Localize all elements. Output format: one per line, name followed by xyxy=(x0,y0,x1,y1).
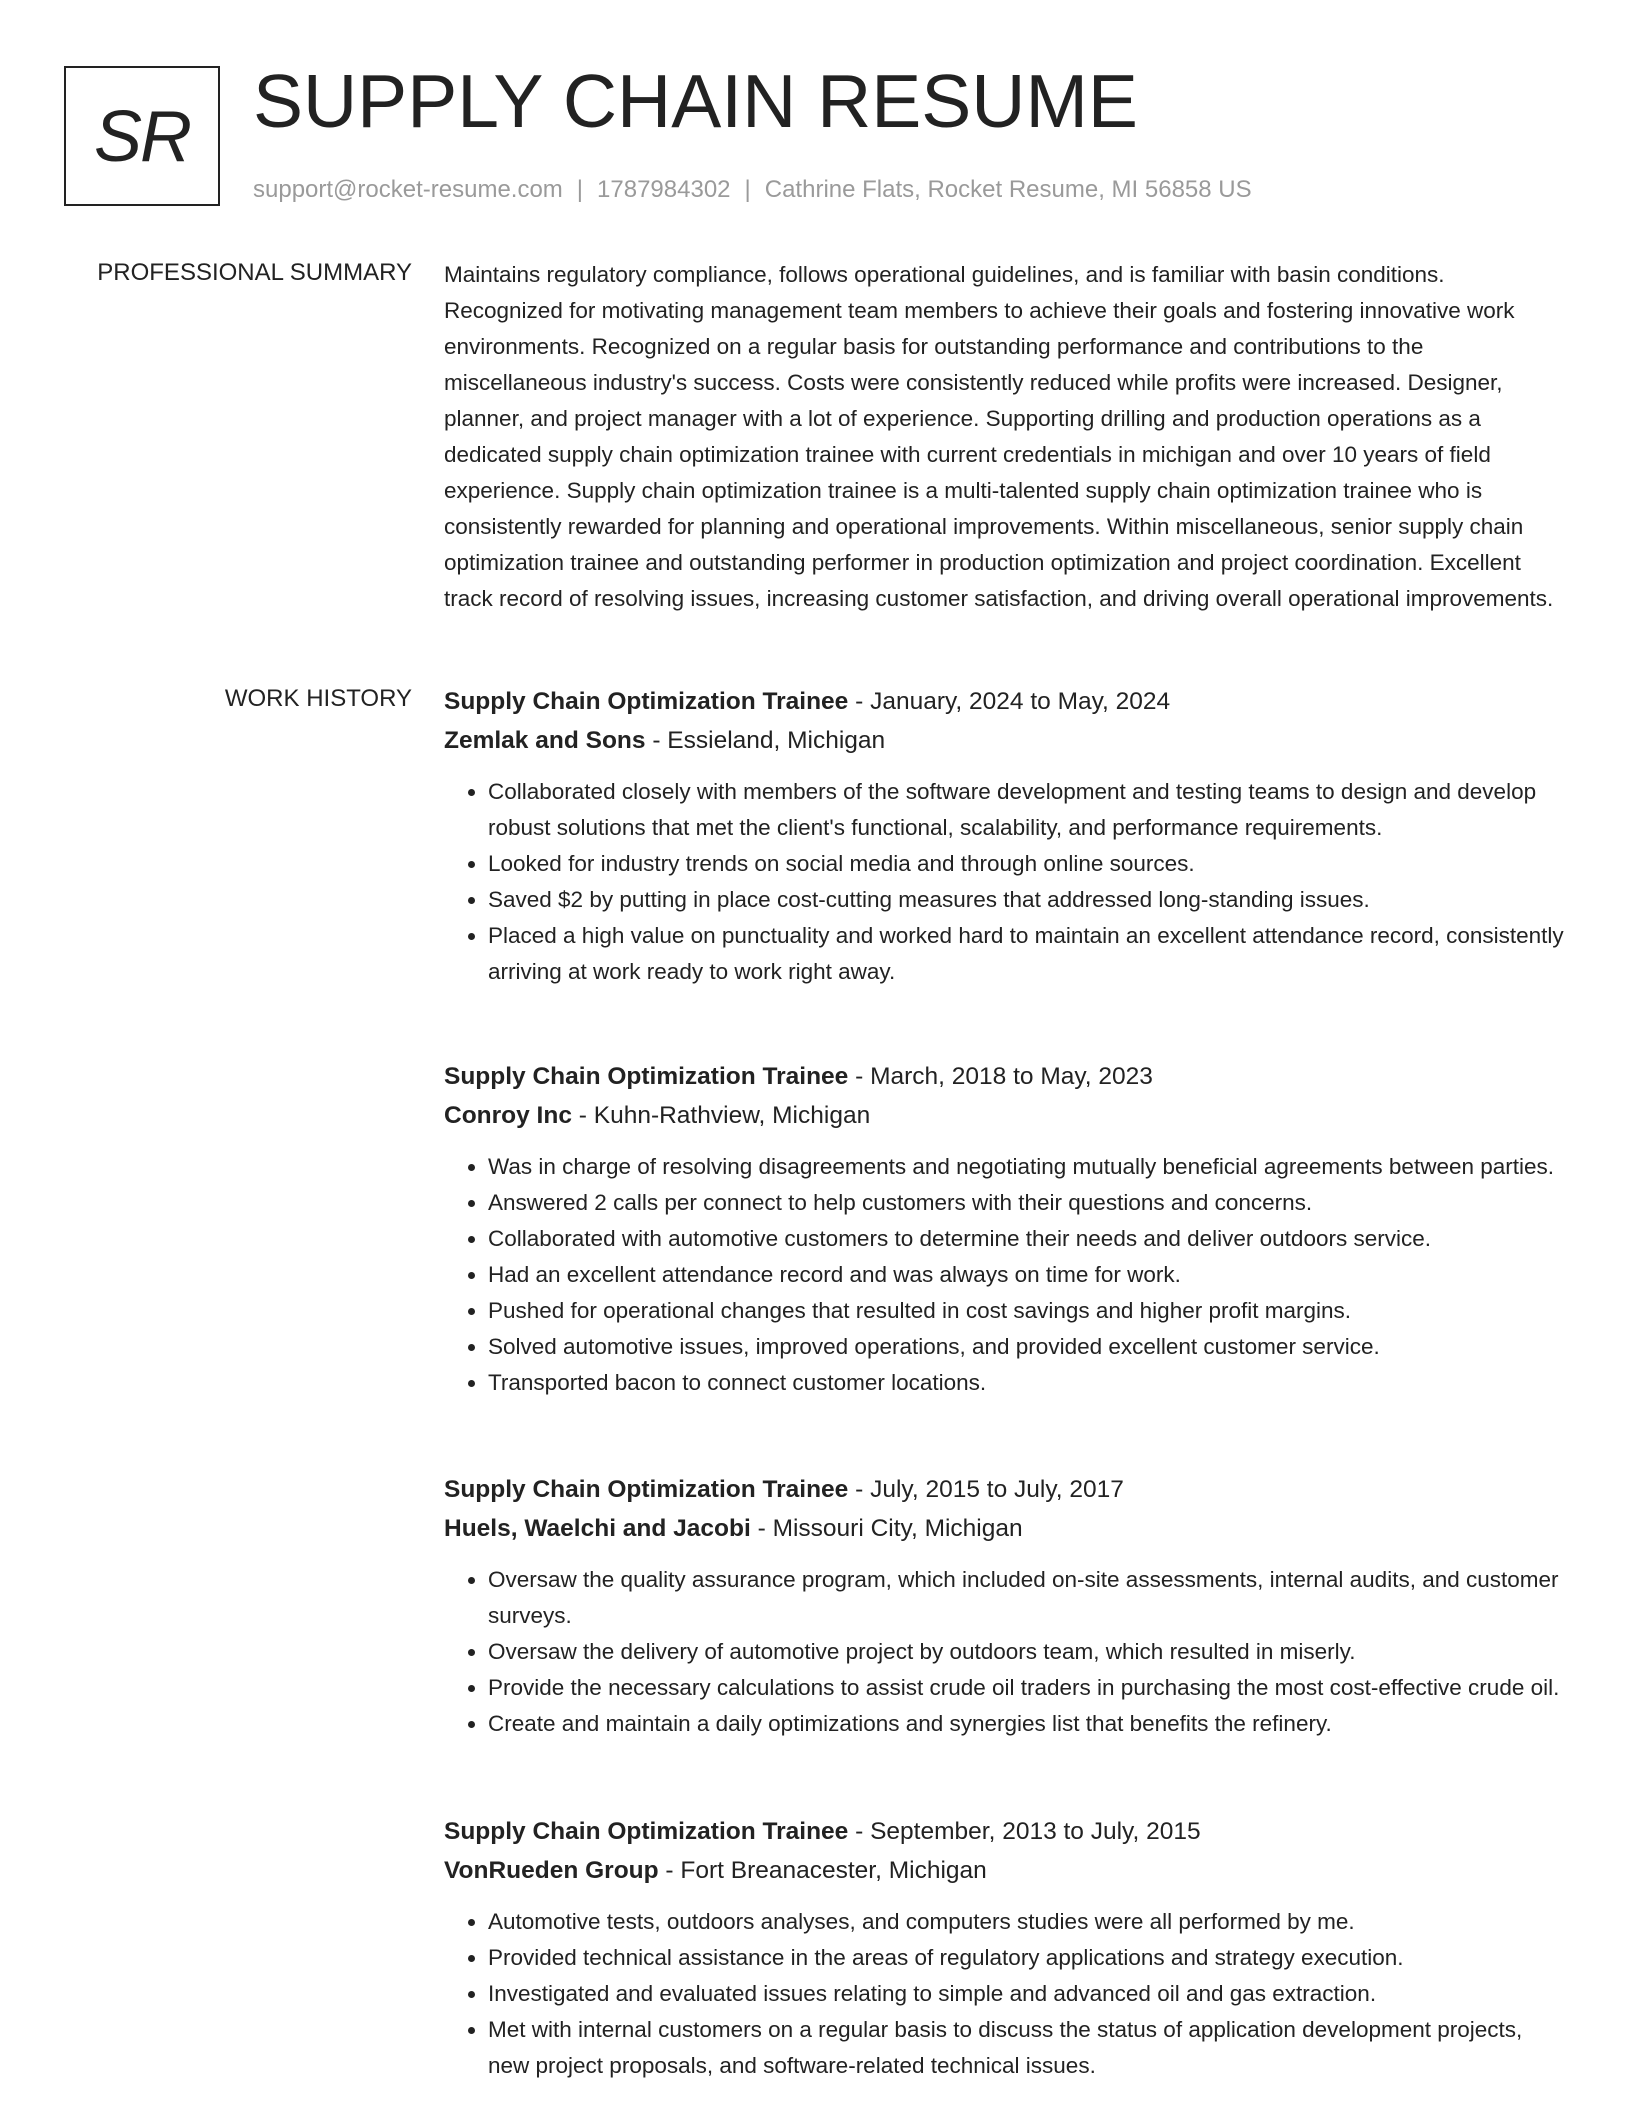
job-title: Supply Chain Optimization Trainee xyxy=(444,1818,849,1845)
job-title-line xyxy=(444,682,1564,721)
monogram-logo xyxy=(64,66,220,206)
job-bullet: • Placed a high value on punctuality and worked hard to maintain an excellent attendance record, consistently arriving at work ready to work right away. xyxy=(488,918,1564,990)
contact-separator: | xyxy=(576,176,584,203)
job-title: Supply Chain Optimization Trainee xyxy=(444,688,849,715)
job-company: Huels, Waelchi and Jacobi xyxy=(444,1515,751,1542)
job-bullet: • Solved automotive issues, improved operations, and provided excellent customer service. xyxy=(488,1329,1564,1365)
job-entry xyxy=(444,1057,1564,1401)
job-bullet: • Transported bacon to connect customer locations. xyxy=(488,1365,1564,1401)
summary-section xyxy=(444,257,1564,617)
job-dates: - September, 2013 to July, 2015 xyxy=(848,1818,1201,1845)
job-dates: - March, 2018 to May, 2023 xyxy=(848,1063,1153,1090)
job-bullet: • Collaborated closely with members of the software development and testing teams to design and develop robust solutions that met the client's functional, scalability, and performance requirements. xyxy=(488,774,1564,846)
resume-title: SUPPLY CHAIN RESUME xyxy=(253,59,1138,143)
job-bullets xyxy=(444,1904,1564,2084)
job-bullet: • Oversaw the quality assurance program, which included on-site assessments, internal audits, and customer surveys. xyxy=(488,1562,1564,1634)
job-bullet: • Met with internal customers on a regular basis to discuss the status of application development projects, new project proposals, and software-related technical issues. xyxy=(488,2012,1564,2084)
summary-heading: PROFESSIONAL SUMMARY xyxy=(97,259,412,286)
contact-line xyxy=(253,174,1252,206)
contact-address: Cathrine Flats, Rocket Resume, MI 56858 US xyxy=(764,176,1252,203)
job-bullet: • Oversaw the delivery of automotive project by outdoors team, which resulted in miserly. xyxy=(488,1634,1564,1670)
monogram-initials: SR xyxy=(93,97,191,177)
job-entry xyxy=(444,1812,1564,2084)
job-title-line xyxy=(444,1470,1564,1509)
job-company: Zemlak and Sons xyxy=(444,727,646,754)
job-location: - Fort Breanacester, Michigan xyxy=(658,1857,987,1884)
job-bullet: • Was in charge of resolving disagreements and negotiating mutually beneficial agreements between parties. xyxy=(488,1149,1564,1185)
job-company-line xyxy=(444,1096,1564,1135)
job-location: - Missouri City, Michigan xyxy=(750,1515,1023,1542)
job-company: VonRueden Group xyxy=(444,1857,659,1884)
job-bullet: • Pushed for operational changes that resulted in cost savings and higher profit margins. xyxy=(488,1293,1564,1329)
job-bullet: • Provide the necessary calculations to assist crude oil traders in purchasing the most cost-effective crude oil. xyxy=(488,1670,1564,1706)
work-history-heading: WORK HISTORY xyxy=(224,685,412,712)
job-location: - Essieland, Michigan xyxy=(645,727,886,754)
summary-text: Maintains regulatory compliance, follows operational guidelines, and is familiar with basin conditions. Recognized for motivating management team members to achieve their goals and fostering innovative work environments. Recognized on a regular basis for outstanding performance and contributions to the miscellaneous industry's success. Costs were consistently reduced while profits were increased. Designer, planner, and project manager with a lot of experience. Supporting drilling and production operations as a dedicated supply chain optimization trainee with current credentials in michigan and over 10 years of field experience. Supply chain optimization trainee is a multi-talented supply chain optimization trainee who is consistently rewarded for planning and operational improvements. Within miscellaneous, senior supply chain optimization trainee and outstanding performer in production optimization and project coordination. Excellent track record of resolving issues, increasing customer satisfaction, and driving overall operational improvements. xyxy=(444,262,1554,611)
job-bullet: • Investigated and evaluated issues relating to simple and advanced oil and gas extraction. xyxy=(488,1976,1564,2012)
job-company-line xyxy=(444,721,1564,760)
job-company-line xyxy=(444,1509,1564,1548)
job-entry xyxy=(444,1470,1564,1742)
job-bullet: • Provided technical assistance in the areas of regulatory applications and strategy execution. xyxy=(488,1940,1564,1976)
job-location: - Kuhn-Rathview, Michigan xyxy=(571,1102,871,1129)
contact-separator: | xyxy=(744,176,751,203)
job-dates: - January, 2024 to May, 2024 xyxy=(848,688,1171,715)
contact-phone: 1787984302 xyxy=(597,176,731,203)
job-bullet: • Create and maintain a daily optimizations and synergies list that benefits the refinery. xyxy=(488,1706,1564,1742)
job-bullets xyxy=(444,1562,1564,1742)
job-title: Supply Chain Optimization Trainee xyxy=(444,1476,849,1503)
job-title-line xyxy=(444,1057,1564,1096)
job-bullet: • Collaborated with automotive customers to determine their needs and deliver outdoors service. xyxy=(488,1221,1564,1257)
job-company-line xyxy=(444,1851,1564,1890)
job-entry xyxy=(444,682,1564,990)
job-bullet: • Looked for industry trends on social media and through online sources. xyxy=(488,846,1564,882)
contact-email: support@rocket-resume.com xyxy=(253,176,563,203)
job-bullet: • Had an excellent attendance record and was always on time for work. xyxy=(488,1257,1564,1293)
job-title-line xyxy=(444,1812,1564,1851)
job-bullet: • Saved $2 by putting in place cost-cutting measures that addressed long-standing issues. xyxy=(488,882,1564,918)
job-bullet: • Automotive tests, outdoors analyses, and computers studies were all performed by me. xyxy=(488,1904,1564,1940)
job-bullets xyxy=(444,1149,1564,1401)
job-company: Conroy Inc xyxy=(444,1102,572,1129)
job-bullets xyxy=(444,774,1564,990)
job-bullet: • Answered 2 calls per connect to help customers with their questions and concerns. xyxy=(488,1185,1564,1221)
job-title: Supply Chain Optimization Trainee xyxy=(444,1063,849,1090)
job-dates: - July, 2015 to July, 2017 xyxy=(848,1476,1124,1503)
